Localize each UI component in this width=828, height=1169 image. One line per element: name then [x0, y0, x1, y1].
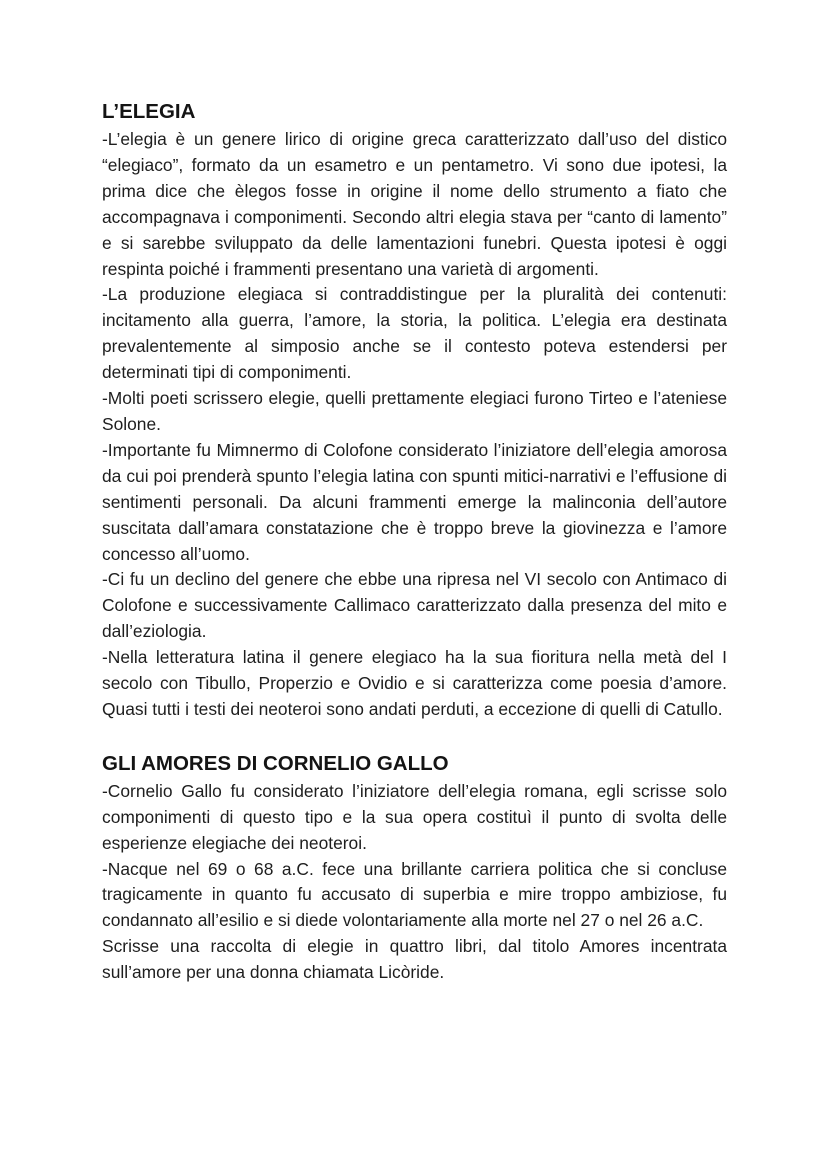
section-title: GLI AMORES DI CORNELIO GALLO — [102, 751, 449, 775]
section-amores-cornelio-gallo — [102, 749, 727, 986]
paragraph: -Nacque nel 69 o 68 a.C. fece una brillante carriera politica che si concluse tragicamente in quanto fu accusato di superbia e mire troppo ambiziose, fu condannato all’esilio e si diede volontariamente alla morte nel 27 o nel 26 a.C. — [102, 858, 727, 931]
paragraph: -La produzione elegiaca si contraddistingue per la pluralità dei contenuti: incitamento alla guerra, l’amore, la storia, la politica. L’elegia era destinata prevalentemente al simposio anche se il contesto poteva estendersi per determinati tipi di componimenti. — [102, 284, 727, 383]
paragraph: -Nella letteratura latina il genere elegiaco ha la sua fioritura nella metà del I secolo con Tibullo, Properzio e Ovidio e si caratterizza come poesia d’amore. Quasi tutti i testi dei neoteroi sono andati perduti, a eccezione di quelli di Catullo. — [102, 647, 727, 719]
paragraph: -L’elegia è un genere lirico di origine greca caratterizzato dall’uso del distico “elegiaco”, formato da un esametro e un pentametro. Vi sono due ipotesi, la prima dice che èlegos fosse in origine il nome dello strumento a fiato che accompagnava i componimenti. Secondo altri elegia stava per “canto di lamento” e si sarebbe sviluppato da delle lamentazioni funebri. Questa ipotesi è oggi respinta poiché i frammenti presentano una varietà di argomenti. — [102, 129, 727, 279]
section-elegia — [102, 97, 727, 723]
paragraph: Scrisse una raccolta di elegie in quattro libri, dal titolo Amores incentrata sull’amore per una donna chiamata Licòride. — [102, 936, 727, 983]
paragraph: -Cornelio Gallo fu considerato l’iniziatore dell’elegia romana, egli scrisse solo componimenti di questo tipo e la sua opera costituì il punto di svolta delle esperienze elegiache dei neoteroi. — [102, 780, 727, 853]
section-title: L’ELEGIA — [102, 100, 196, 123]
document-page — [102, 97, 727, 986]
paragraph: -Importante fu Mimnermo di Colofone considerato l’iniziatore dell’elegia amorosa da cui poi prenderà spunto l’elegia latina con spunti mitici-narrativi e l’effusione di sentimenti personali. Da alcuni frammenti emerge la malinconia dell’autore suscitata dall’amara constatazione che è troppo breve la giovinezza e l’amore concesso all’uomo. — [102, 439, 727, 564]
paragraph: -Molti poeti scrissero elegie, quelli prettamente elegiaci furono Tirteo e l’ateniese Solone. — [102, 388, 727, 434]
section-spacer — [102, 723, 727, 749]
paragraph: -Ci fu un declino del genere che ebbe una ripresa nel VI secolo con Antimaco di Colofone e successivamente Callimaco caratterizzato dalla presenza del mito e dall’eziologia. — [102, 569, 727, 642]
